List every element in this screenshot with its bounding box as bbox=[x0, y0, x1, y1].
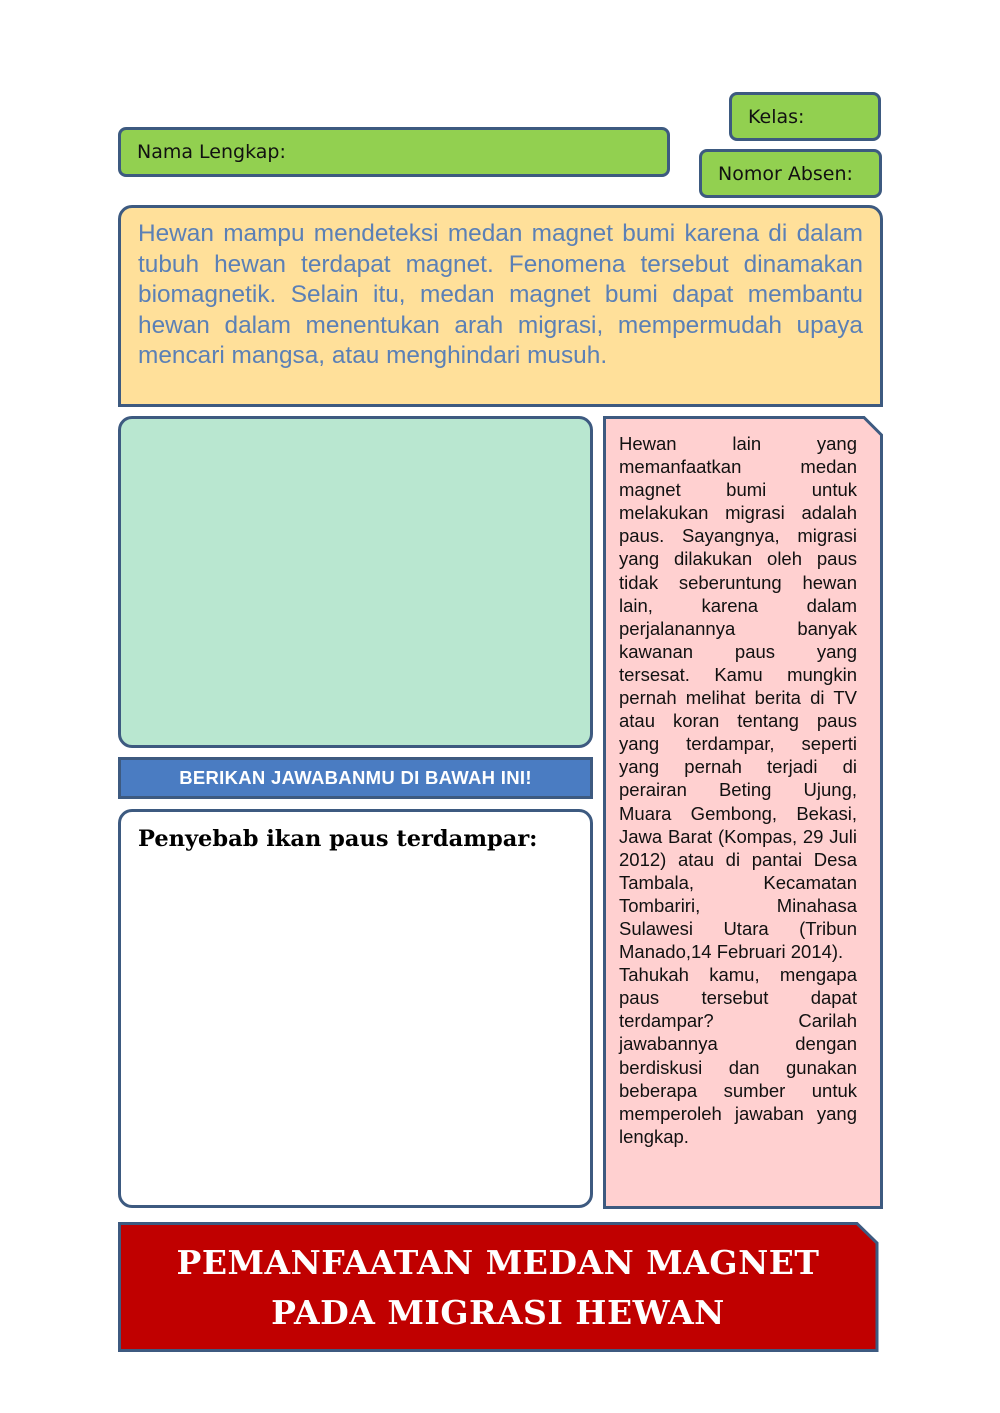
intro-text: Hewan mampu mendeteksi medan magnet bumi karena di dalam tubuh hewan terdapat magnet. Fenomena tersebut dinamakan biomagnetik. Selain itu, medan magnet bumi dapat membantu hewan dalam menentukan arah migrasi, mempermudah upaya mencari mangsa, atau menghindari musuh. bbox=[118, 205, 883, 407]
name-label: Nama Lengkap: bbox=[137, 141, 286, 163]
answer-title: Penyebab ikan paus terdampar: bbox=[138, 826, 538, 852]
title-line-2: PADA MIGRASI HEWAN bbox=[271, 1293, 725, 1332]
title-line-1: PEMANFAATAN MEDAN MAGNET bbox=[176, 1243, 820, 1282]
side-paragraph-1: Hewan lain yang memanfaatkan medan magnet bumi untuk melakukan migrasi adalah paus. Sayangnya, migrasi yang dilakukan oleh paus tidak seberuntung hewan lain, karena dalam perjalanannya banyak kawanan paus yang tersesat. Kamu mungkin pernah melihat berita di TV atau koran tentang paus yang terdampar, seperti yang pernah terjadi di perairan Beting Ujung, Muara Gembong, Bekasi, Jawa Barat (Kompas, 29 Juli 2012) atau di pantai Desa Tambala, Kecamatan Tombariri, Minahasa Sulawesi Utara (Tribun Manado,14 Februari 2014). bbox=[619, 433, 857, 963]
instruction-banner: BERIKAN JAWABANMU DI BAWAH INI! bbox=[118, 757, 593, 799]
worksheet-title bbox=[118, 1238, 878, 1338]
absence-number-field[interactable] bbox=[699, 149, 882, 198]
absence-number-label: Nomor Absen: bbox=[718, 162, 853, 185]
image-placeholder bbox=[118, 416, 593, 748]
class-field[interactable] bbox=[729, 92, 881, 141]
answer-box[interactable] bbox=[118, 809, 593, 1208]
side-panel-text bbox=[619, 432, 857, 1148]
class-label: Kelas: bbox=[748, 105, 805, 128]
side-paragraph-2: Tahukah kamu, mengapa paus tersebut dapat terdampar? Carilah jawabannya dengan berdiskusi dan gunakan beberapa sumber untuk memperoleh jawaban yang lengkap. bbox=[619, 964, 857, 1147]
name-field[interactable] bbox=[118, 127, 670, 177]
